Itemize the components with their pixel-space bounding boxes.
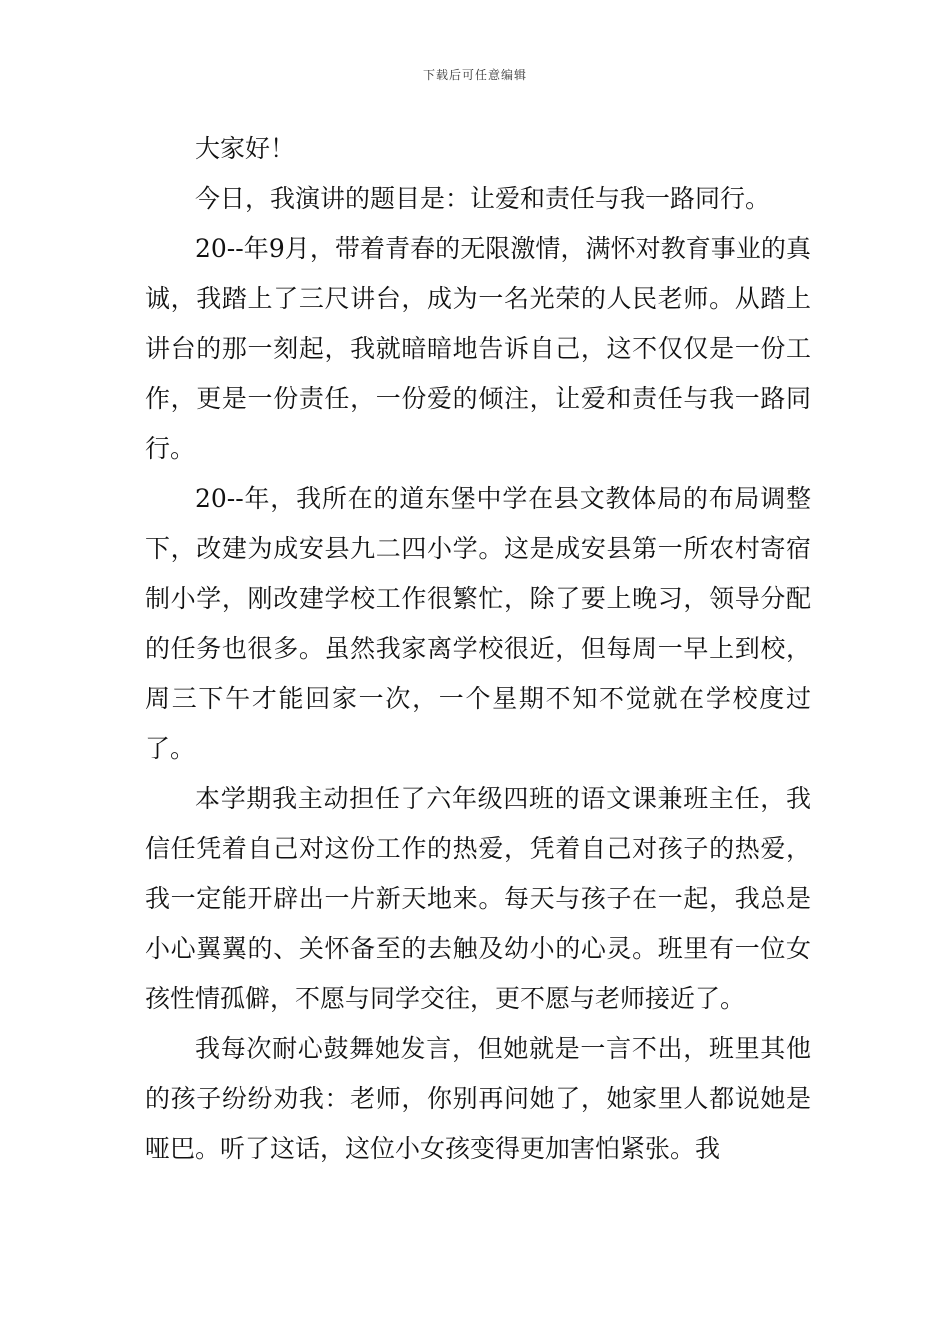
document-body (145, 124, 811, 1174)
paragraph-school-change: 20--年，我所在的道东堡中学在县文教体局的布局调整下，改建为成安县九二四小学。这是成安县第一所农村寄宿制小学，刚改建学校工作很繁忙，除了要上晚习，领导分配的任务也很多。虽然我家离学校很近，但每周一早上到校，周三下午才能回家一次，一个星期不知不觉就在学校度过了。 (145, 484, 811, 763)
paragraph-encouragement: 我每次耐心鼓舞她发言，但她就是一言不出，班里其他的孩子纷纷劝我：老师，你别再问她了，她家里人都说她是哑巴。听了这话，这位小女孩变得更加害怕紧张。我 (145, 1034, 811, 1163)
paragraph-class-teacher: 本学期我主动担任了六年级四班的语文课兼班主任，我信任凭着自己对这份工作的热爱，凭着自己对孩子的热爱，我一定能开辟出一片新天地来。每天与孩子在一起，我总是小心翼翼的、关怀备至的去触及幼小的心灵。班里有一位女孩性情孤僻，不愿与同学交往，更不愿与老师接近了。 (145, 784, 811, 1013)
page-header-note: 下载后可任意编辑 (422, 68, 527, 82)
paragraph-first-year: 20--年9月，带着青春的无限激情，满怀对教育事业的真诚，我踏上了三尺讲台，成为一名光荣的人民老师。从踏上讲台的那一刻起，我就暗暗地告诉自己，这不仅仅是一份工作，更是一份责任，一份爱的倾注，让爱和责任与我一路同行。 (145, 234, 811, 463)
paragraph-greeting: 大家好！ (195, 134, 296, 163)
paragraph-topic: 今日，我演讲的题目是：让爱和责任与我一路同行。 (195, 184, 771, 213)
